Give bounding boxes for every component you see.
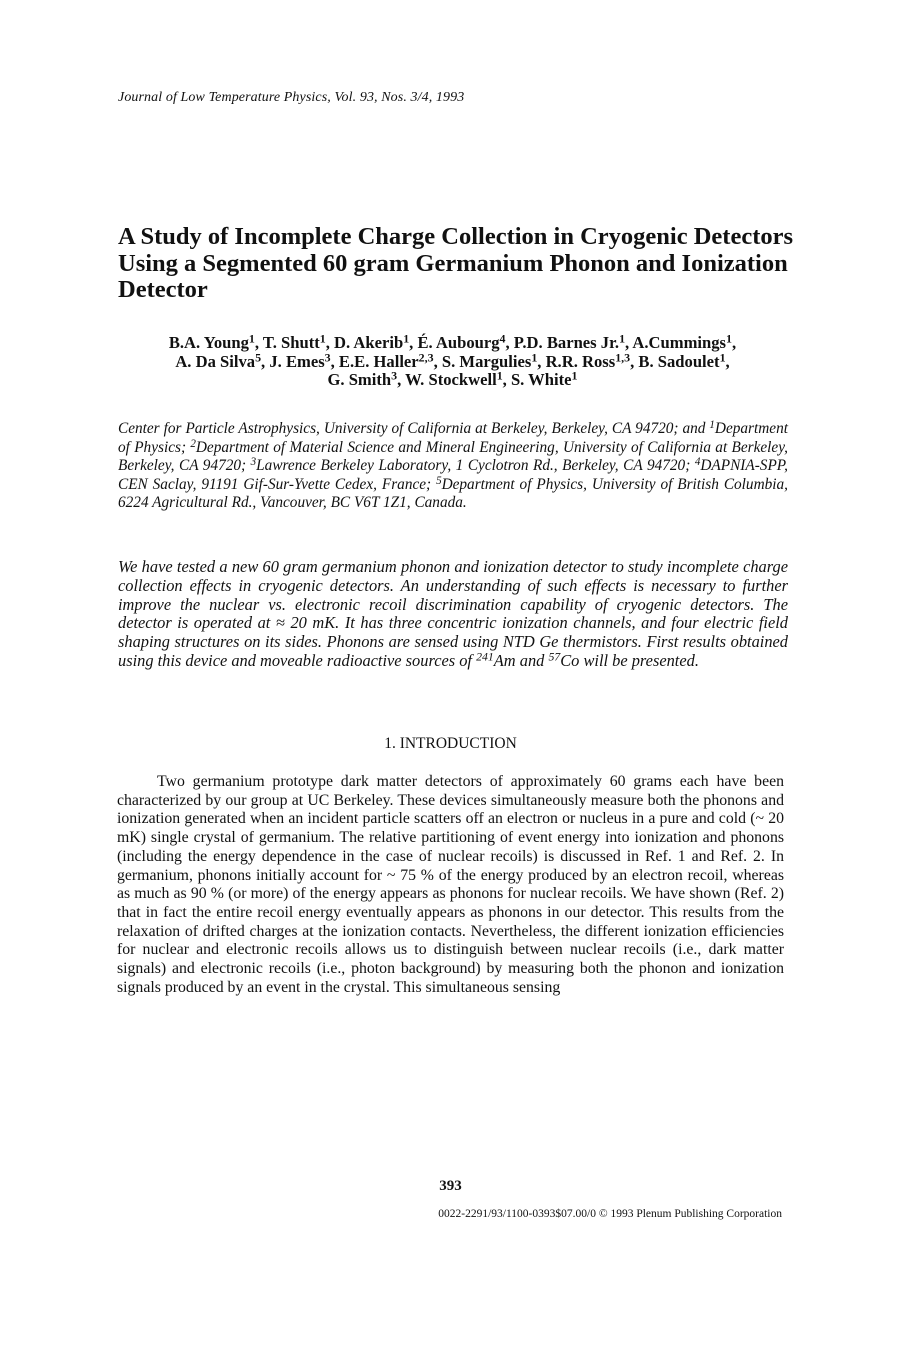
isotope-mass-1: 241: [476, 649, 494, 664]
affil-mark-1: 1: [709, 419, 715, 432]
copyright-line: 0022-2291/93/1100-0393$07.00/0 © 1993 Plenum Publishing Corporation: [438, 1208, 782, 1220]
author-name: A. Da Silva: [175, 351, 256, 371]
author-affil-mark: 1: [319, 331, 326, 346]
affil-intro: Center for Particle Astrophysics, University of California at Berkeley, Berkeley, CA 94720; and: [118, 420, 710, 437]
journal-header: Journal of Low Temperature Physics, Vol. 93, Nos. 3/4, 1993: [118, 90, 465, 105]
affil-1: Department of Physics;: [118, 420, 788, 456]
author-affil-mark: 1: [248, 331, 255, 346]
author-affil-mark: 3: [391, 368, 398, 383]
author-separator: ,: [505, 333, 514, 352]
affil-mark-2: 2: [190, 437, 196, 450]
affiliations: [118, 420, 788, 513]
affil-mark-5: 5: [436, 474, 442, 487]
author-affil-mark: 5: [255, 350, 262, 365]
author-name: S. White: [510, 370, 572, 389]
author-name: D. Akerib: [334, 333, 404, 352]
author-name: B. Sadoulet: [638, 351, 720, 371]
page-number: 393: [439, 1178, 462, 1194]
author-affil-mark: 4: [499, 331, 506, 346]
isotope-mass-2: 57: [548, 649, 561, 664]
body-text: Two germanium prototype dark matter detectors of approximately 60 grams each have been characterized by our group at UC Berkeley. These devices simultaneously measure both the phonons and ionization generated when an incident particle scatters off an electron or nucleus in a pure and cold (~ 20 mK) single crystal of germanium. The relative partitioning of event energy into ionization and phonons (including the energy dependence in the case of nuclear recoils) is discussed in Ref. 1 and Ref. 2. In germanium, phonons initially account for ~ 75 % of the energy produced by an electron recoil, whereas as much as 90 % (or more) of the energy appears as phonons for nuclear recoils. We have shown (Ref. 2) that in fact the entire recoil energy eventually appears as phonons in our detector. This results from the relaxation of drifted charges at the ionization contacts. Nevertheless, the different ionization efficiencies for nuclear and electronic recoils allows us to distinguish between nuclear recoils (i.e., dark matter signals) and electronic recoils (i.e., photon background) by measuring both the phonon and ionization signals produced by an event in the crystal. This simultaneous sensing: [117, 773, 784, 996]
author-name: S. Margulies: [441, 351, 532, 371]
isotope-2: Co will be presented.: [560, 650, 699, 670]
author-separator: ,: [409, 333, 418, 352]
author-affil-mark: 1: [571, 368, 578, 383]
author-name: É. Aubourg: [417, 333, 500, 352]
author-affil-mark: 1: [619, 331, 626, 346]
author-affil-mark: 2,3: [418, 350, 434, 365]
author-separator: ,: [254, 333, 263, 352]
author-name: P.D. Barnes Jr.: [513, 333, 620, 352]
author-separator: ,: [625, 333, 633, 352]
author-separator: ,: [537, 351, 546, 371]
author-separator: ,: [433, 351, 442, 371]
author-list: [115, 331, 790, 390]
author-affil-mark: 1: [496, 368, 503, 383]
author-name: G. Smith: [327, 370, 392, 389]
isotope-1: Am and: [493, 650, 549, 670]
author-separator: ,: [630, 351, 639, 371]
author-affil-mark: 1: [726, 331, 732, 346]
affil-3: Lawrence Berkeley Laboratory, 1 Cyclotron Rd., Berkeley, CA 94720;: [256, 457, 695, 474]
affil-mark-4: 4: [694, 456, 701, 469]
author-affil-mark: 3: [324, 350, 331, 365]
section-heading: 1. INTRODUCTION: [384, 735, 517, 752]
abstract: [118, 558, 788, 671]
author-separator: ,: [397, 370, 406, 389]
author-name: R.R. Ross: [545, 351, 616, 371]
affil-4: DAPNIA-SPP, CEN Saclay, 91191 Gif-Sur-Yvette Cedex, France;: [118, 457, 788, 493]
author-name: J. Emes: [269, 351, 325, 371]
author-affil-mark: 1: [719, 350, 726, 365]
author-name: W. Stockwell: [405, 370, 497, 389]
author-name: A.Cummings: [632, 333, 727, 352]
author-name: B.A. Young: [168, 333, 249, 352]
author-affil-mark: 1: [403, 331, 410, 346]
affil-mark-3: 3: [250, 456, 257, 469]
author-separator: ,: [325, 333, 335, 352]
abstract-text: We have tested a new 60 gram germanium phonon and ionization detector to study incomplete charge collection effects in cryogenic detectors. An understanding of such effects is necessary to further improve the nuclear vs. electronic recoil discrimination capability of cryogenic detectors. The detector is operated at ≈ 20 mK. It has three concentric ionization channels, and four electric field shaping structures on its sides. Phonons are sensed using NTD Ge thermistors. First results obtained using this device and moveable radioactive sources of: [118, 557, 788, 670]
author-separator: ,: [330, 351, 339, 371]
affil-2: Department of Material Science and Mineral Engineering, University of California at Berkeley, Berkeley, CA 94720;: [118, 438, 788, 474]
author-affil-mark: 1,3: [615, 350, 631, 365]
author-affil-mark: 1: [531, 350, 538, 365]
paper-title: A Study of Incomplete Charge Collection in Cryogenic Detectors Using a Segmented 60 gram Germanium Phonon and Ionization Detector: [118, 223, 794, 303]
affil-5: Department of Physics, University of British Columbia, 6224 Agricultural Rd., Vancouver, BC V6T 1Z1, Canada.: [118, 475, 788, 511]
author-name: T. Shutt: [262, 333, 320, 352]
author-separator: ,: [261, 351, 270, 371]
body-paragraph: [117, 773, 784, 997]
author-name: E.E. Haller: [338, 351, 419, 371]
author-separator: ,: [731, 333, 737, 352]
author-separator: ,: [725, 351, 730, 371]
author-separator: ,: [502, 370, 511, 389]
